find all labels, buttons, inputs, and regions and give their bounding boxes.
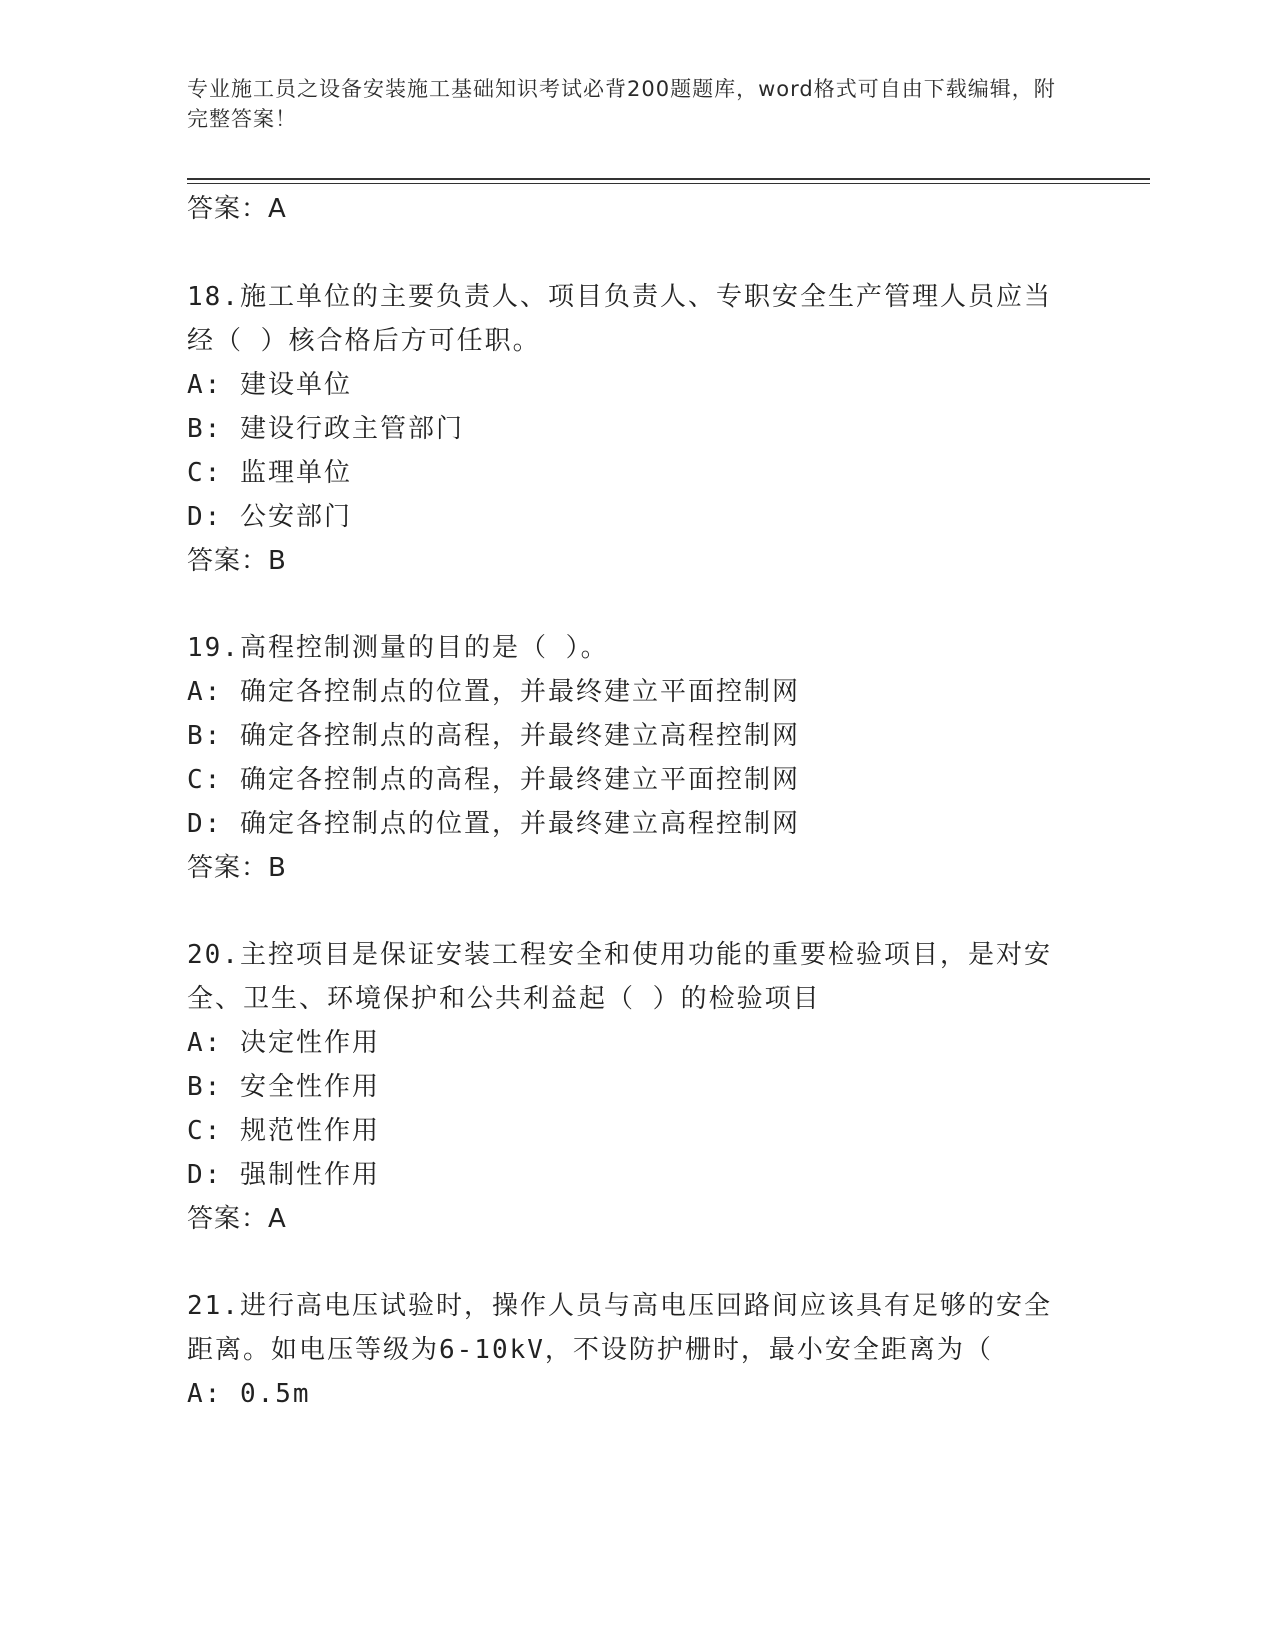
question-21-stem-line-1: 21.进行高电压试验时，操作人员与高电压回路间应该具有足够的安全 [187, 1291, 1052, 1321]
header-divider-thin [187, 183, 1150, 184]
question-18-stem-line-1: 18.施工单位的主要负责人、项目负责人、专职安全生产管理人员应当 [187, 282, 1052, 312]
question-18-stem-line-2: 经（ ）核合格后方可任职。 [187, 326, 541, 356]
question-20-option-a: A: 决定性作用 [187, 1028, 380, 1058]
question-20-option-d: D: 强制性作用 [187, 1160, 380, 1190]
question-21-stem-line-2: 距离。如电压等级为6-10kV，不设防护栅时，最小安全距离为（ [187, 1335, 993, 1365]
question-19-answer: 答案：B [187, 853, 287, 883]
question-18-option-a: A: 建设单位 [187, 370, 352, 400]
question-19-option-c: C: 确定各控制点的高程，并最终建立平面控制网 [187, 765, 800, 795]
question-20-stem-line-1: 20.主控项目是保证安装工程安全和使用功能的重要检验项目，是对安 [187, 940, 1052, 970]
question-18-option-d: D: 公安部门 [187, 502, 352, 532]
question-19-stem-line-1: 19.高程控制测量的目的是（ ）。 [187, 633, 609, 663]
question-20-answer: 答案：A [187, 1204, 287, 1234]
question-21-option-a: A: 0.5m [187, 1379, 311, 1409]
question-18-option-c: C: 监理单位 [187, 458, 352, 488]
question-19-option-d: D: 确定各控制点的位置，并最终建立高程控制网 [187, 809, 800, 839]
question-20-option-b: B: 安全性作用 [187, 1072, 380, 1102]
question-19-option-b: B: 确定各控制点的高程，并最终建立高程控制网 [187, 721, 800, 751]
document-header: 专业施工员之设备安装施工基础知识考试必背200题题库，word格式可自由下载编辑，附完整答案！ [187, 77, 1056, 131]
header-divider-thick [187, 178, 1150, 180]
question-20-stem-line-2: 全、卫生、环境保护和公共利益起（ ）的检验项目 [187, 984, 821, 1014]
answer-line: 答案：A [187, 194, 287, 224]
question-19-option-a: A: 确定各控制点的位置，并最终建立平面控制网 [187, 677, 800, 707]
question-20-option-c: C: 规范性作用 [187, 1116, 380, 1146]
question-18-answer: 答案：B [187, 546, 287, 576]
question-18-option-b: B: 建设行政主管部门 [187, 414, 464, 444]
